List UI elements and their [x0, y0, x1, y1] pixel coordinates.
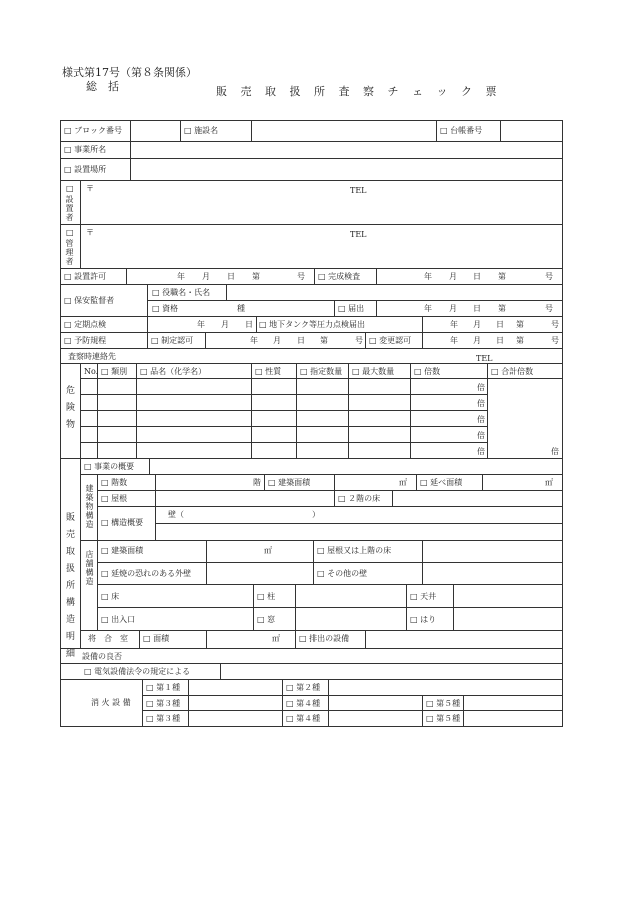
date-day: 日 — [297, 336, 305, 345]
periodic-inspection-field[interactable]: □ 定期点検 — [64, 320, 107, 329]
change-approval-field[interactable]: □ 変更認可 — [369, 336, 412, 345]
enactment-approval-field[interactable]: □ 制定認可 — [151, 336, 194, 345]
hazard-header-total-multiple[interactable]: □ 合計倍数 — [491, 367, 534, 376]
equipment-quality-label: 設備の良否 — [82, 652, 122, 661]
number-suffix: 号 — [551, 336, 559, 345]
qualification-kind: 種 — [237, 304, 245, 313]
ledger-number-field[interactable]: □ 台帳番号 — [440, 126, 483, 135]
number-prefix: 第 — [320, 336, 328, 345]
tank-pressure-notification-field[interactable]: □ 地下タンク等圧力点検届出 — [259, 320, 365, 329]
electrical-compliance-field[interactable]: □ 電気設備法令の規定による — [84, 667, 191, 676]
wall-label: 壁（ — [168, 510, 184, 519]
hazard-row-unit: 倍 — [477, 415, 485, 424]
manager-label: 管理者 — [65, 239, 74, 266]
number-suffix: 号 — [297, 272, 305, 281]
hazard-header-property[interactable]: □ 性質 — [255, 367, 282, 376]
qualification-field[interactable]: □ 資格 — [152, 304, 179, 313]
date-year: 年 — [197, 320, 205, 329]
number-prefix: 第 — [252, 272, 260, 281]
facility-name-field[interactable]: □ 施設名 — [184, 126, 219, 135]
date-month: 月 — [473, 336, 481, 345]
hazard-header-class[interactable]: □ 類別 — [101, 367, 128, 376]
shop-building-area-field[interactable]: □ 建築面積 — [101, 546, 144, 555]
install-permit-field[interactable]: □ 設置許可 — [64, 272, 107, 281]
pillar-field[interactable]: □ 柱 — [257, 592, 276, 601]
roof-field[interactable]: □ 屋根 — [101, 494, 128, 503]
date-day: 日 — [496, 336, 504, 345]
hazard-row-unit: 倍 — [477, 431, 485, 440]
date-day: 日 — [473, 304, 481, 313]
hazard-row-unit: 倍 — [477, 399, 485, 408]
location-field[interactable]: □ 設置場所 — [64, 165, 107, 174]
owner-checkbox[interactable]: □ — [66, 184, 74, 193]
block-number-field[interactable]: □ ブロック番号 — [64, 126, 122, 135]
owner-postal: 〒 — [86, 184, 94, 193]
date-month: 月 — [273, 336, 281, 345]
completion-inspection-field[interactable]: □ 完成検査 — [318, 272, 361, 281]
owner-label: 設置者 — [65, 195, 74, 222]
contact-tel: TEL — [476, 354, 493, 363]
exhaust-equipment-field[interactable]: □ 排出の設備 — [299, 634, 350, 643]
fire-class3-checkbox[interactable]: □ 第３種 — [146, 714, 181, 723]
sqm-unit: ㎡ — [272, 634, 280, 643]
floor-unit: 階 — [253, 478, 261, 487]
notification-field[interactable]: □ 届出 — [338, 304, 365, 313]
fire-class2-checkbox[interactable]: □ 第２種 — [286, 683, 321, 692]
beam-field[interactable]: □ はり — [410, 615, 437, 624]
fire-class5-checkbox[interactable]: □ 第５種 — [426, 699, 461, 708]
hazard-header-product[interactable]: □ 品名（化学名） — [140, 367, 207, 376]
hazard-header-max-qty[interactable]: □ 最大数量 — [352, 367, 395, 376]
prevention-rules-field[interactable]: □ 予防規程 — [64, 336, 107, 345]
fire-extinguishing-label: 消 火 設 備 — [91, 698, 131, 707]
structure-outline-field[interactable]: □ 構造概要 — [101, 518, 144, 527]
date-month: 月 — [202, 272, 210, 281]
date-year: 年 — [177, 272, 185, 281]
business-overview-field[interactable]: □ 事業の概要 — [84, 462, 135, 471]
office-name-field[interactable]: □ 事業所名 — [64, 145, 107, 154]
page-title: 販 売 取 扱 所 査 察 チ ェ ッ ク 票 — [216, 85, 502, 98]
mixing-area-field[interactable]: □ 面積 — [143, 634, 170, 643]
number-prefix: 第 — [498, 304, 506, 313]
fire-spread-wall-field[interactable]: □ 延焼の恐れのある外壁 — [101, 569, 192, 578]
total-floor-area-field[interactable]: □ 延べ面積 — [420, 478, 463, 487]
date-year: 年 — [250, 336, 258, 345]
date-day: 日 — [227, 272, 235, 281]
manager-postal: 〒 — [86, 228, 94, 237]
form-number: 様式第17号（第８条関係） — [62, 66, 197, 79]
hazard-row-unit: 倍 — [477, 447, 485, 456]
date-day: 日 — [496, 320, 504, 329]
date-day: 日 — [245, 320, 253, 329]
ceiling-field[interactable]: □ 天井 — [410, 592, 437, 601]
inspection-contact-label: 査察時連絡先 — [68, 352, 116, 361]
shop-structure-label: 店舗構造 — [85, 550, 94, 586]
hazard-side-label: 危険物 — [65, 386, 75, 430]
date-month: 月 — [449, 272, 457, 281]
date-month: 月 — [221, 320, 229, 329]
wall-close: ） — [312, 510, 320, 519]
floors-field[interactable]: □ 階数 — [101, 478, 128, 487]
hazard-header-multiple[interactable]: □ 倍数 — [414, 367, 441, 376]
manager-checkbox[interactable]: □ — [66, 228, 74, 237]
number-prefix: 第 — [516, 336, 524, 345]
fire-class5-checkbox[interactable]: □ 第５種 — [426, 714, 461, 723]
position-name-field[interactable]: □ 役職名・氏名 — [152, 288, 211, 297]
window-field[interactable]: □ 窓 — [257, 615, 276, 624]
hazard-header-no: No. — [84, 367, 99, 376]
fire-class4-checkbox[interactable]: □ 第４種 — [286, 714, 321, 723]
date-day: 日 — [473, 272, 481, 281]
manager-tel: TEL — [350, 230, 367, 239]
owner-tel: TEL — [350, 186, 367, 195]
building-structure-label: 建築物構造 — [85, 484, 94, 529]
hazard-total-unit: 倍 — [551, 447, 559, 456]
date-month: 月 — [473, 320, 481, 329]
date-year: 年 — [424, 304, 432, 313]
fire-class4-checkbox[interactable]: □ 第４種 — [286, 699, 321, 708]
roof-upper-floor-field[interactable]: □ 屋根又は上階の床 — [317, 546, 392, 555]
building-area-field[interactable]: □ 建築面積 — [268, 478, 311, 487]
date-year: 年 — [450, 336, 458, 345]
other-wall-field[interactable]: □ その他の壁 — [317, 569, 368, 578]
date-year: 年 — [424, 272, 432, 281]
safety-supervisor-field[interactable]: □ 保安監督者 — [64, 296, 115, 305]
sqm-unit: ㎡ — [264, 546, 272, 555]
hazard-header-designated-qty[interactable]: □ 指定数量 — [300, 367, 343, 376]
structure-side-label: 販売取扱所構造明細 — [65, 513, 75, 659]
number-prefix: 第 — [498, 272, 506, 281]
fire-class1-checkbox[interactable]: □ 第１種 — [146, 683, 181, 692]
entrance-field[interactable]: □ 出入口 — [101, 615, 136, 624]
number-suffix: 号 — [355, 336, 363, 345]
number-suffix: 号 — [551, 320, 559, 329]
fire-class3-checkbox[interactable]: □ 第３種 — [146, 699, 181, 708]
floor-field[interactable]: □ 床 — [101, 592, 120, 601]
date-month: 月 — [449, 304, 457, 313]
hazard-row-unit: 倍 — [477, 383, 485, 392]
number-prefix: 第 — [516, 320, 524, 329]
number-suffix: 号 — [545, 304, 553, 313]
sqm-unit: ㎡ — [399, 478, 407, 487]
second-floor-field[interactable]: □ ２階の床 — [338, 494, 381, 503]
number-suffix: 号 — [545, 272, 553, 281]
form-category: 総 括 — [86, 80, 119, 93]
sqm-unit: ㎡ — [545, 478, 553, 487]
date-year: 年 — [450, 320, 458, 329]
mixing-room-label: 将 合 室 — [88, 634, 128, 643]
